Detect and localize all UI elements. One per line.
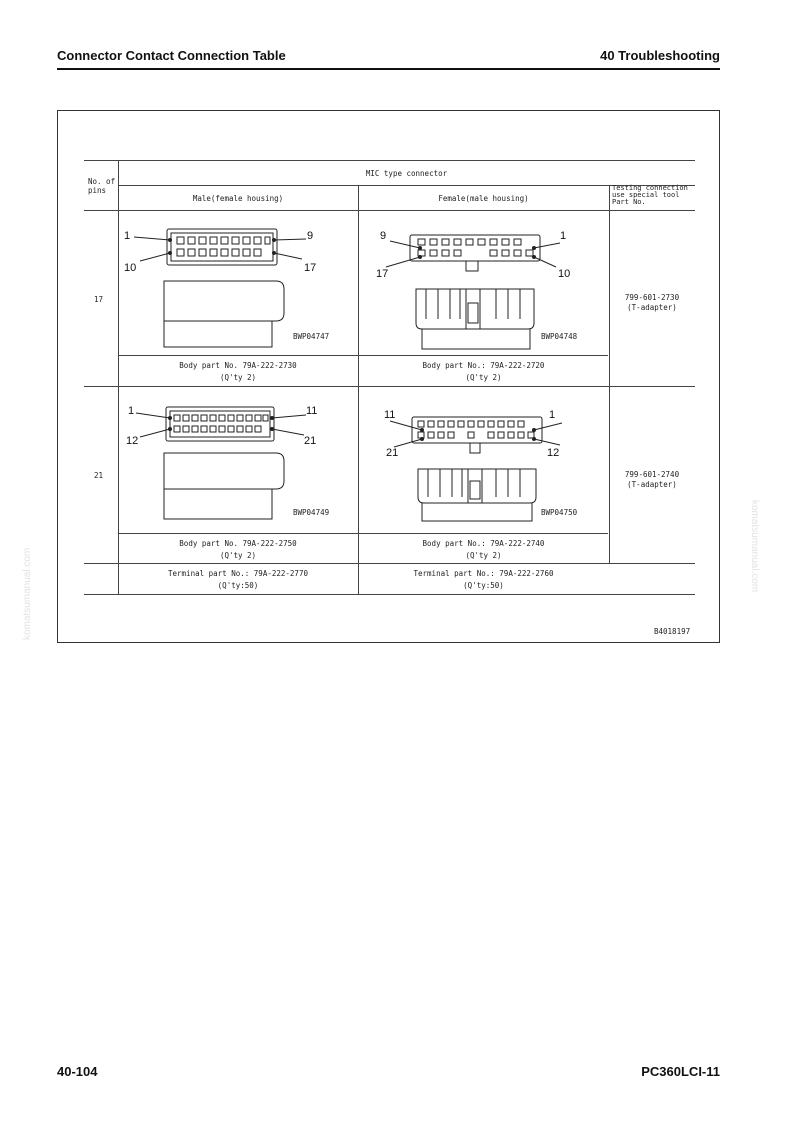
row1-female-body-part: Body part No.: 79A-222-2720 (422, 361, 545, 370)
col-pins-header: No. of pins (88, 177, 116, 195)
female17-callout-d: 10 (558, 268, 571, 280)
row2-male-body-qty: (Q'ty 2) (219, 551, 257, 560)
connector-table-frame (57, 110, 720, 643)
col-female-header: Female(male housing) (438, 194, 529, 203)
female17-figure-id: BWP04748 (541, 332, 578, 341)
table-top-rule (84, 160, 695, 161)
male21-callout-c: 12 (126, 435, 139, 447)
row2-female-body-part: Body part No.: 79A-222-2740 (422, 539, 545, 548)
header-bottom-rule (84, 210, 695, 211)
terminal-bottom-rule (84, 594, 695, 595)
col-male-header: Male(female housing) (192, 194, 284, 203)
terminal-male-part: Terminal part No.: 79A-222-2770 (168, 569, 308, 578)
female17-callout-b: 1 (560, 230, 567, 242)
terminal-female-qty: (Q'ty:50) (463, 581, 504, 590)
page-title: Connector Contact Connection Table (57, 48, 286, 63)
row1-female-body-qty: (Q'ty 2) (465, 373, 502, 382)
row1-body-rule (118, 355, 608, 356)
row2-male-body-part: Body part No. 79A-222-2750 (179, 539, 297, 548)
row2-bottom-rule (84, 563, 695, 564)
female21-callout-b: 1 (549, 409, 556, 421)
col-type-header: MIC type connector (365, 169, 448, 178)
row2-female-body-qty: (Q'ty 2) (465, 551, 502, 560)
col-testing-header: Testing connection use special tool Part No. (612, 184, 688, 206)
row1-male-body-qty: (Q'ty 2) (219, 373, 257, 382)
female21-figure-id: BWP04750 (541, 508, 578, 517)
male17-callout-b: 9 (307, 230, 314, 242)
row1-male-body-part: Body part No. 79A-222-2730 (179, 361, 297, 370)
male17-callout-c: 10 (124, 262, 137, 274)
male21-callout-a: 1 (128, 405, 135, 417)
male21-figure-id: BWP04749 (293, 508, 330, 517)
page-number: 40-104 (57, 1064, 98, 1079)
model-name: PC360LCI-11 (641, 1064, 720, 1079)
male17-callout-d: 17 (304, 262, 317, 274)
testing-col-divider (609, 185, 610, 563)
section-title: 40 Troubleshooting (600, 48, 720, 63)
row1-tool-type: (T-adapter) (627, 303, 677, 312)
male17-figure-id: BWP04747 (293, 332, 330, 341)
header-rule (57, 68, 720, 70)
female21-callout-c: 21 (386, 447, 399, 459)
page-header (57, 48, 720, 68)
row2-pins: 21 (94, 471, 104, 480)
row1-tool-part: 799-601-2730 (624, 293, 680, 302)
male21-callout-d: 21 (304, 435, 317, 447)
male-female-divider (358, 185, 359, 594)
row1-pins: 17 (94, 295, 104, 304)
row1-bottom-rule (84, 386, 695, 387)
figure-id: B4018197 (654, 627, 691, 636)
row2-body-rule (118, 533, 608, 534)
female21-callout-d: 12 (547, 447, 560, 459)
row2-tool-type: (T-adapter) (627, 480, 677, 489)
female17-callout-c: 17 (376, 268, 389, 280)
terminal-female-part: Terminal part No.: 79A-222-2760 (413, 569, 554, 578)
female17-callout-a: 9 (380, 230, 387, 242)
watermark-right: komatsumanual.com (749, 500, 760, 593)
watermark-left: komatsumanual.com (22, 547, 33, 640)
female21-callout-a: 11 (384, 409, 396, 421)
male21-callout-b: 11 (306, 405, 318, 417)
row2-tool-part: 799-601-2740 (624, 470, 680, 479)
terminal-male-qty: (Q'ty:50) (217, 581, 259, 590)
male17-callout-a: 1 (124, 230, 131, 242)
